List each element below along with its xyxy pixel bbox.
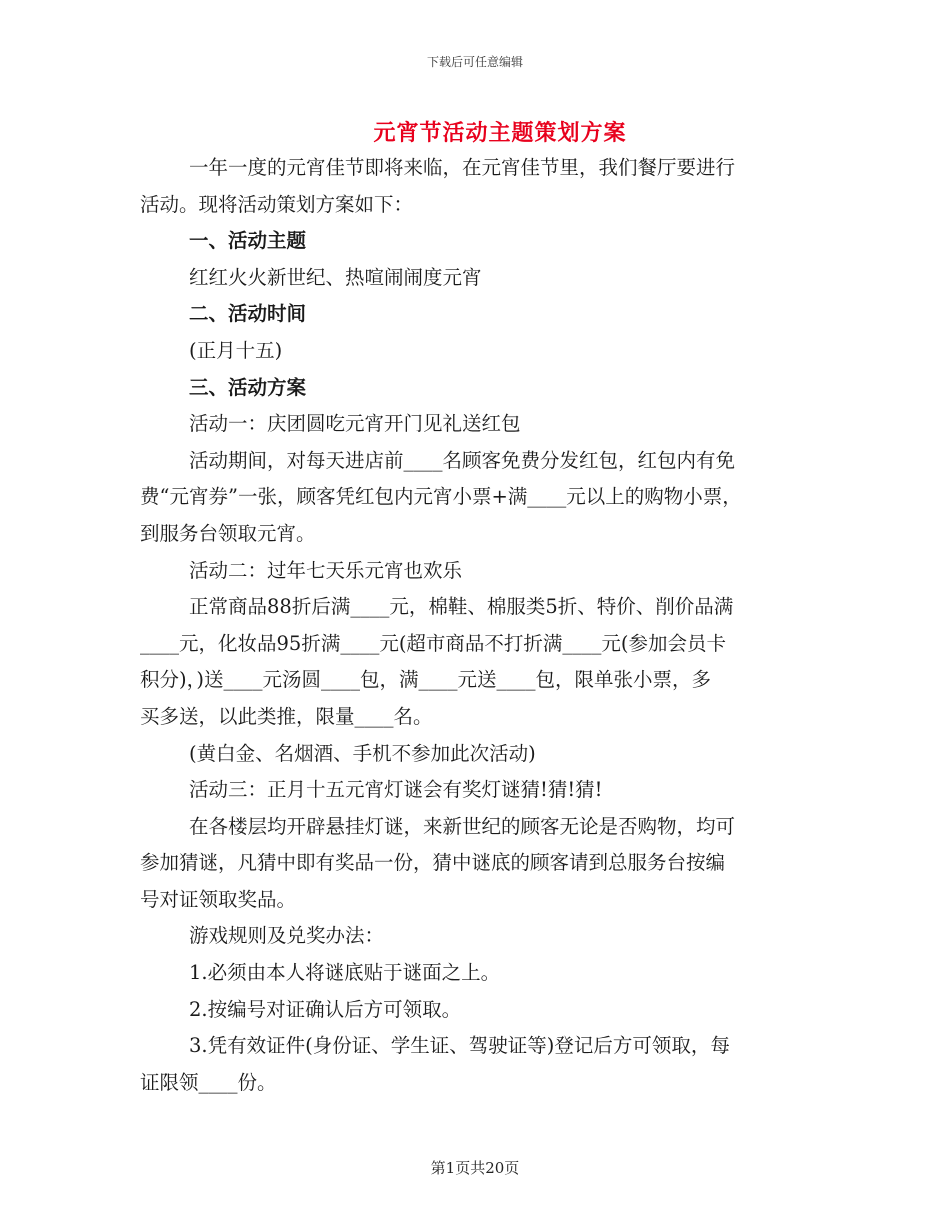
activity-one-title: 活动一：庆团圆吃元宵开门见礼送红包	[189, 412, 521, 436]
activity-two-title: 活动二：过年七天乐元宵也欢乐	[189, 558, 463, 582]
page-header-note: 下载后可任意编辑	[426, 55, 523, 69]
theme-text: 红红火火新世纪、热喧闹闹度元宵	[189, 265, 482, 289]
activity-one-line-3: 到服务台领取元宵。	[140, 521, 316, 545]
rule-item-1: 1.必须由本人将谜底贴于谜面之上。	[189, 961, 501, 985]
activity-three-line-1: 在各楼层均开辟悬挂灯谜，来新世纪的顾客无论是否购物，均可	[189, 814, 736, 838]
intro-line-2: 活动。现将活动策划方案如下：	[140, 192, 414, 216]
intro-line-1: 一年一度的元宵佳节即将来临，在元宵佳节里，我们餐厅要进行	[189, 156, 736, 179]
activity-three-line-3: 号对证领取奖品。	[140, 887, 297, 911]
section-heading-plan: 三、活动方案	[189, 375, 307, 399]
rule-item-2: 2.按编号对证确认后方可领取。	[189, 997, 462, 1021]
page-number: 第1页共20页	[430, 1159, 520, 1177]
activity-one-line-2: 费“元宵券”一张，顾客凭红包内元宵小票+满____元以上的购物小票，	[140, 485, 742, 509]
section-heading-theme: 一、活动主题	[189, 229, 307, 253]
rule-item-3-line-1: 3.凭有效证件(身份证、学生证、驾驶证等)登记后方可领取，每	[189, 1034, 730, 1058]
document-title: 元宵节活动主题策划方案	[373, 120, 627, 146]
activity-two-line-3: 积分)，)送____元汤圆____包，满____元送____包，限单张小票，多	[140, 668, 711, 692]
rule-item-3-line-2: 证限领____份。	[140, 1070, 277, 1094]
activity-three-title: 活动三：正月十五元宵灯谜会有奖灯谜猜!猜!猜!	[189, 778, 603, 802]
activity-two-line-1: 正常商品88折后满____元，棉鞋、棉服类5折、特价、削价品满	[189, 595, 734, 619]
document-body	[140, 150, 815, 1101]
activity-two-line-4: 买多送，以此类推，限量____名。	[140, 704, 433, 728]
activity-two-line-2: ____元，化妆品95折满____元(超市商品不打折满____元(参加会员卡	[140, 631, 727, 655]
section-heading-time: 二、活动时间	[189, 302, 307, 326]
activity-three-line-2: 参加猜谜，凡猜中即有奖品一份，猜中谜底的顾客请到总服务台按编	[140, 851, 726, 875]
time-text: (正月十五)	[189, 338, 283, 362]
activity-two-note: (黄白金、名烟酒、手机不参加此次活动)	[189, 741, 536, 765]
rules-heading: 游戏规则及兑奖办法：	[189, 924, 385, 948]
activity-one-line-1: 活动期间，对每天进店前____名顾客免费分发红包，红包内有免	[189, 448, 736, 472]
